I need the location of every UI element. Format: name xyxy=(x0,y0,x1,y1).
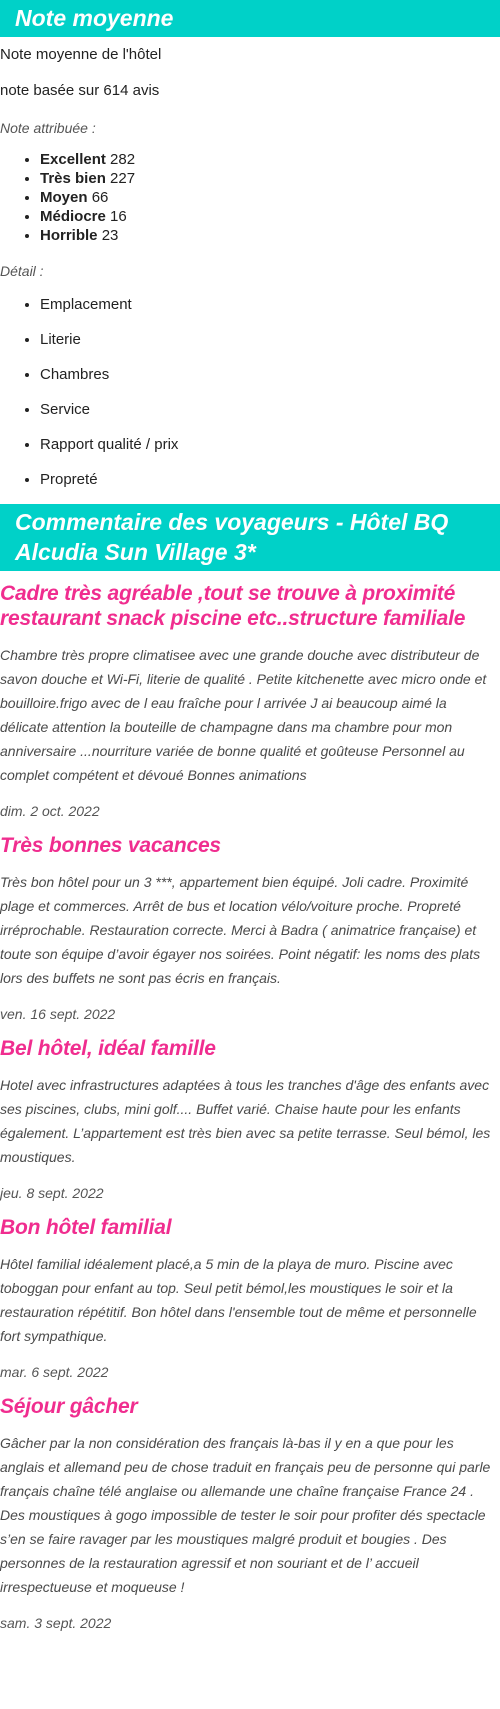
detail-item-service: • Service xyxy=(40,400,500,420)
detail-item-chambres: • Chambres xyxy=(40,365,500,385)
rating-label: Excellent xyxy=(40,151,106,168)
rating-breakdown-list xyxy=(0,150,500,245)
rating-item-excellent xyxy=(40,150,500,169)
review-date: dim. 2 oct. 2022 xyxy=(0,803,100,819)
hotel-rating-subtitle: Note moyenne de l'hôtel xyxy=(0,46,162,63)
review-item xyxy=(0,581,500,821)
review-body: Hotel avec infrastructures adaptées à tous les tranches d'âge des enfants avec ses piscines, clubs, mini golf.... Buffet varié. Chaise haute pour les enfants également. L’appartement est très bien avec sa petite terrasse. Seul bémol, les moustiques. xyxy=(0,1077,491,1165)
rating-item-tres-bien xyxy=(40,169,500,188)
rating-label: Moyen xyxy=(40,189,88,206)
detail-item-rapport-qualite-prix: • Rapport qualité / prix xyxy=(40,435,500,455)
rating-label: Très bien xyxy=(40,170,106,187)
review-title: Bel hôtel, idéal famille xyxy=(0,1037,216,1060)
review-date: ven. 16 sept. 2022 xyxy=(0,1006,116,1022)
review-title: Très bonnes vacances xyxy=(0,834,221,857)
review-title: Cadre très agréable ,tout se trouve à proximité restaurant snack piscine etc..structure familiale xyxy=(0,582,466,630)
review-item xyxy=(0,1036,500,1203)
traveler-reviews-section xyxy=(0,504,500,1633)
review-title: Bon hôtel familial xyxy=(0,1216,172,1239)
rating-count: 16 xyxy=(110,208,127,225)
rating-item-horrible xyxy=(40,226,500,245)
review-count: note basée sur 614 avis xyxy=(0,82,160,99)
review-item xyxy=(0,1394,500,1633)
review-body: Très bon hôtel pour un 3 ***, appartement bien équipé. Joli cadre. Proximité plage et commerces. Arrêt de bus et location vélo/voiture proche. Propreté irréprochable. Restauration correcte. Merci à Badra ( animatrice française) et toute son équipe d’avoir égayer nos soirées. Point négatif: les noms des plats lors des buffets ne sont pas écris en français. xyxy=(0,874,481,986)
detail-item-emplacement: • Emplacement xyxy=(40,295,500,315)
average-rating-section xyxy=(0,0,500,490)
rating-count: 227 xyxy=(110,170,136,187)
review-body: Gâcher par la non considération des français là-bas il y en a que pour les anglais et allemand peu de chose traduit en français peu de personne qui parle français chaîne télé anglaise ou allemande une chaîne française France 24 . Des moustiques à gogo impossible de tester le soir pour profiter dés spectacle s’en se faire ravager par les moustiques malgré produit et bougies . Des personnes de la restauration agressif et non souriant et de l’ accueil irrespectueuse et moqueuse ! xyxy=(0,1435,491,1595)
review-date: jeu. 8 sept. 2022 xyxy=(0,1185,104,1201)
review-date: sam. 3 sept. 2022 xyxy=(0,1615,112,1631)
rating-label: Horrible xyxy=(40,227,98,244)
review-item xyxy=(0,1215,500,1382)
average-rating-heading: Note moyenne xyxy=(0,0,500,37)
review-item xyxy=(0,833,500,1024)
review-body: Hôtel familial idéalement placé,a 5 min de la playa de muro. Piscine avec toboggan pour enfant au top. Seul petit bémol,les moustiques le soir et la restauration répétitif. Bon hôtel dans l'ensemble tout de même et personnelle fort sympathique. xyxy=(0,1256,477,1344)
rating-count: 282 xyxy=(110,151,136,168)
detail-item-literie: • Literie xyxy=(40,330,500,350)
review-title: Séjour gâcher xyxy=(0,1395,138,1418)
detail-item-proprete: • Propreté xyxy=(40,470,500,490)
detail-label: Détail : xyxy=(0,263,44,279)
review-date: mar. 6 sept. 2022 xyxy=(0,1364,109,1380)
rating-item-mediocre xyxy=(40,207,500,226)
rating-label: Médiocre xyxy=(40,208,106,225)
detail-criteria-list xyxy=(0,295,500,490)
traveler-reviews-heading: Commentaire des voyageurs - Hôtel BQ Alcudia Sun Village 3* xyxy=(0,504,500,571)
rating-count: 23 xyxy=(101,227,119,244)
rating-item-moyen xyxy=(40,188,500,207)
review-body: Chambre très propre climatisee avec une grande douche avec distributeur de savon douche et Wi-Fi, literie de qualité . Petite kitchenette avec micro onde et bouilloire.frigo avec de l eau fraîche pour l arrivée J ai beaucoup aimé la délicate attention la bouteille de champagne dans ma chambre pour mon anniversaire ...nourriture variée de bonne qualité et goûteuse Personnel au complet compétent et dévoué Bonnes animations xyxy=(0,647,487,783)
rating-count: 66 xyxy=(91,189,109,206)
attributed-rating-label: Note attribuée : xyxy=(0,120,96,136)
